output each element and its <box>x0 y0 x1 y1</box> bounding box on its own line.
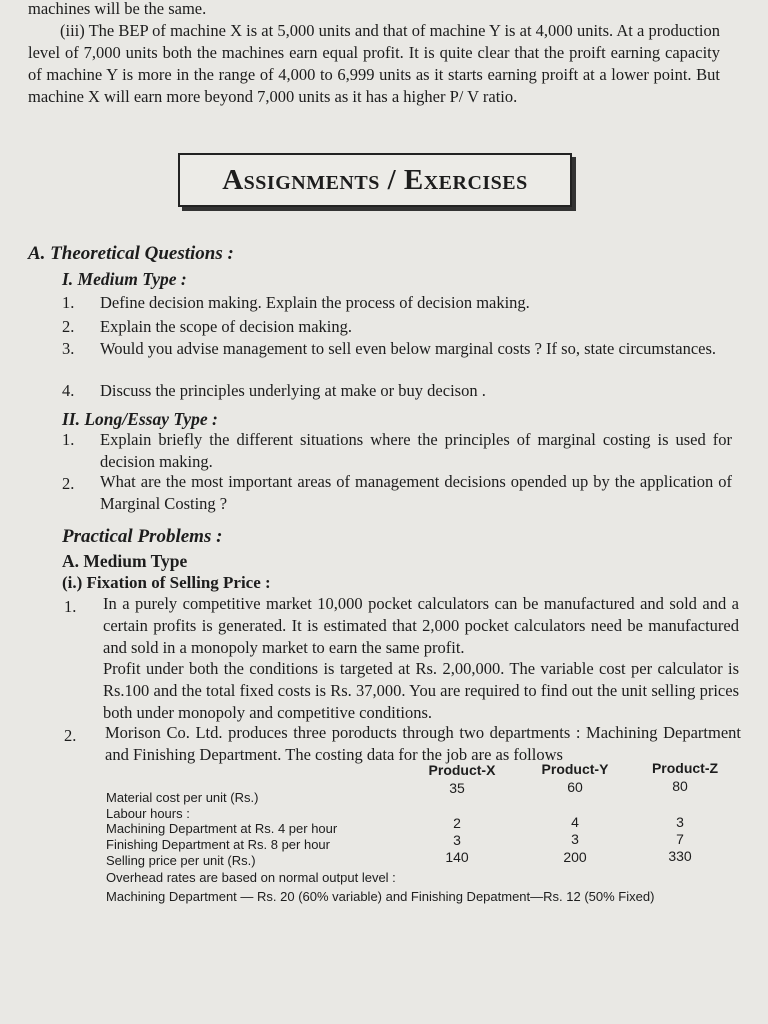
table-cell: 4 <box>571 814 579 830</box>
table-row-label: Finishing Department at Rs. 8 per hour <box>106 837 330 852</box>
problem-number: 2. <box>64 726 77 745</box>
table-cell: 3 <box>453 832 461 848</box>
list-number: 1. <box>62 430 75 449</box>
theory-heading: A. Theoretical Questions : <box>28 243 234 264</box>
practical-topic: (i.) Fixation of Selling Price : <box>62 573 271 592</box>
list-item: Explain briefly the different situations where the principles of marginal costing is used for decision making. <box>100 430 732 471</box>
list-number: 1. <box>62 293 75 312</box>
paragraph-iii: (iii) The BEP of machine X is at 5,000 units and that of machine Y is at 4,000 units. At a production level of 7,000 units both the machines earn equal profit. It is quite clear that the proift earning capacity of machine Y is more in the range of 4,000 to 6,999 units as it starts earning proift at a lower point. But machine X will earn more beyond 7,000 units as it has a higher P/ V ratio. <box>28 21 720 106</box>
table-row-label: Labour hours : <box>106 806 190 821</box>
section-banner <box>178 153 572 207</box>
section-banner-title: Assignments / Exercises <box>222 163 528 196</box>
long-type-heading: II. Long/Essay Type : <box>62 409 218 429</box>
problem-text: In a purely competitive market 10,000 pocket calculators can be manufactured and sold and a certain profits is generated. It is estimated that 2,000 pocket calculators need be manufactured and sold in a monopoly market to earn the same profit. <box>103 594 739 657</box>
table-cell: 7 <box>676 831 684 847</box>
list-number: 2. <box>62 474 75 493</box>
overhead-detail: Machining Department — Rs. 20 (60% variable) and Finishing Depatment—Rs. 12 (50% Fixed) <box>106 889 655 904</box>
list-item: Define decision making. Explain the process of decision making. <box>100 293 530 312</box>
table-cell: 330 <box>668 848 692 864</box>
table-cell: 3 <box>676 814 684 830</box>
problem-text: Profit under both the conditions is targeted at Rs. 2,00,000. The variable cost per calculator is Rs.100 and the total fixed costs is Rs. 37,000. You are required to find out the unit selling prices both under monopoly and competitive conditions. <box>103 659 739 722</box>
table-header: Product-Z <box>651 760 719 776</box>
list-number: 4. <box>62 381 75 400</box>
list-item: Explain the scope of decision making. <box>100 317 353 336</box>
medium-type-heading: I. Medium Type : <box>62 269 187 289</box>
table-row-label: Machining Department at Rs. 4 per hour <box>106 821 338 836</box>
table-header: Product-X <box>428 762 496 778</box>
list-item: What are the most important areas of management decisions opended up by the application of Marginal Costing ? <box>100 472 732 513</box>
text-line: machines will be the same. <box>28 0 207 18</box>
problem-text: Morison Co. Ltd. produces three poroducts through two departments : Machining Department and Finishing Department. The costing data for the job are as follows <box>105 723 741 764</box>
table-cell: 35 <box>449 780 465 796</box>
problem-number: 1. <box>64 597 77 616</box>
table-cell: 2 <box>453 815 461 831</box>
list-item: Would you advise management to sell even below marginal costs ? If so, state circumstances. <box>100 339 717 358</box>
table-cell: 140 <box>445 849 469 865</box>
table-row-label: Selling price per unit (Rs.) <box>106 853 256 868</box>
table-cell: 200 <box>563 849 587 865</box>
table-row-label: Material cost per unit (Rs.) <box>106 790 259 805</box>
table-cell: 60 <box>567 779 583 795</box>
table-cell: 3 <box>571 831 579 847</box>
practical-heading: Practical Problems : <box>62 526 223 547</box>
table-header: Product-Y <box>541 761 609 777</box>
overhead-label: Overhead rates are based on normal output level : <box>106 870 396 885</box>
practical-subheading: A. Medium Type <box>62 551 188 571</box>
table-cell: 80 <box>672 778 688 794</box>
list-number: 2. <box>62 317 75 336</box>
list-number: 3. <box>62 339 75 358</box>
list-item: Discuss the principles underlying at make or buy decison . <box>100 381 486 400</box>
